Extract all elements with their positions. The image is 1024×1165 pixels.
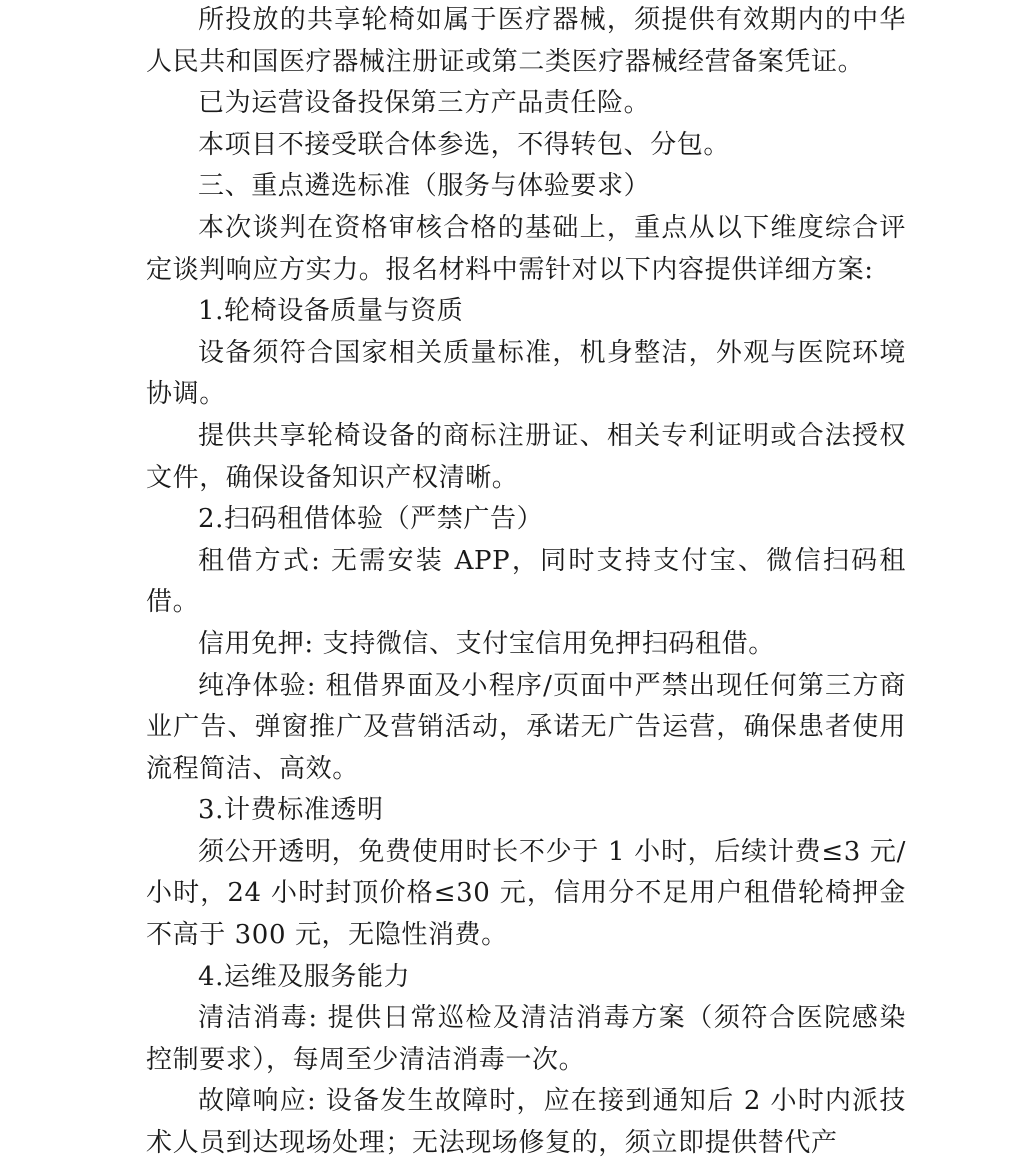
paragraph: 已为运营设备投保第三方产品责任险。 [198, 88, 651, 119]
subsection-heading: 1.轮椅设备质量与资质 [198, 296, 464, 327]
paragraph: 信用免押: 支持微信、支付宝信用免押扫码租借。 [198, 628, 775, 659]
paragraph: 本项目不接受联合体参选，不得转包、分包。 [198, 129, 731, 160]
paragraph: 纯净体验: 租借界面及小程序/页面中严禁出现任何第三方商业广告、弹窗推广及营销活动，承诺无广告运营，确保患者使用流程简洁、高效。 [146, 670, 906, 784]
paragraph: 故障响应: 设备发生故障时，应在接到通知后 2 小时内派技术人员到达现场处理；无法现场修复的，须立即提供替代产 [146, 1086, 906, 1159]
document-body [146, 0, 906, 1165]
paragraph: 本次谈判在资格审核合格的基础上，重点从以下维度综合评定谈判响应方实力。报名材料中需针对以下内容提供详细方案: [146, 212, 906, 285]
paragraph: 清洁消毒: 提供日常巡检及清洁消毒方案（须符合医院感染控制要求），每周至少清洁消毒一次。 [146, 1003, 906, 1075]
paragraph: 租借方式: 无需安装 APP，同时支持支付宝、微信扫码租借。 [146, 545, 906, 618]
paragraph: 提供共享轮椅设备的商标注册证、相关专利证明或合法授权文件，确保设备知识产权清晰。 [146, 420, 906, 493]
subsection-heading: 4.运维及服务能力 [198, 961, 411, 992]
section-heading: 三、重点遴选标准（服务与体验要求） [198, 171, 651, 202]
paragraph: 须公开透明，免费使用时长不少于 1 小时，后续计费≤3 元/小时，24 小时封顶价格≤30 元，信用分不足用户租借轮椅押金不高于 300 元，无隐性消费。 [146, 836, 906, 951]
paragraph: 所投放的共享轮椅如属于医疗器械，须提供有效期内的中华人民共和国医疗器械注册证或第二类医疗器械经营备案凭证。 [146, 5, 906, 77]
subsection-heading: 2.扫码租借体验（严禁广告） [198, 504, 544, 535]
subsection-heading: 3.计费标准透明 [198, 795, 384, 826]
paragraph: 设备须符合国家相关质量标准，机身整洁，外观与医院环境协调。 [146, 337, 906, 410]
